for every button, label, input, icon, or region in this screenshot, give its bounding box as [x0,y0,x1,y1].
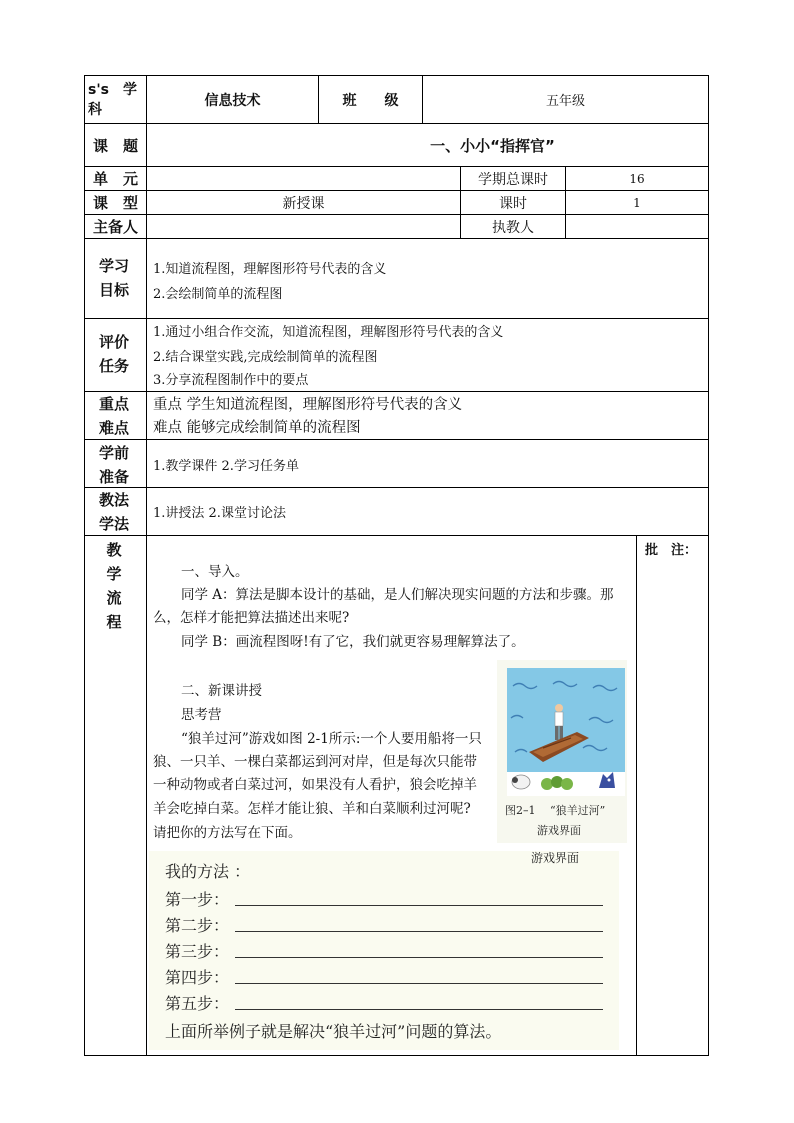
step-answer-line[interactable] [235,931,603,932]
preparer-value [147,215,460,238]
step-label: 第三步： [165,942,230,961]
methods-label: 教法 学法 [99,491,130,533]
figure-caption-line2: 游戏界面 [537,824,581,837]
story-line: “狼羊过河”游戏如图 2-1所示:一个人要用船将一只 [181,731,482,747]
objective-item: 1.知道流程图，理解图形符号代表的含义 [153,262,387,277]
topic-label: 课 题 [92,136,138,155]
objective-item: 2.会绘制简单的流程图 [153,287,283,302]
evaluation-label: 评价 任务 [99,333,130,375]
story-line: 羊会吃掉白菜。怎样才能让狼、羊和白菜顺利过河呢? [153,801,471,817]
story-line: 请把你的方法写在下面。 [153,825,302,841]
unit-label: 单 元 [92,170,138,188]
hours-label: 课时 [499,195,527,212]
evaluation-item: 3.分享流程图制作中的要点 [153,373,309,388]
evaluation-item: 2.结合课堂实践,完成绘制简单的流程图 [153,350,378,365]
hours-value: 1 [633,195,641,210]
step-answer-line[interactable] [235,983,603,984]
student-a-line2: 么，怎样才能把算法描述出来呢? [153,610,350,626]
step-answer-line[interactable] [235,905,603,906]
step-label: 第四步： [165,968,230,987]
teacher-value [566,215,708,238]
preparer-label: 主备人 [92,218,138,236]
unit-value [147,167,460,190]
method-title: 我的方法 ： [165,862,251,881]
evaluation-item: 1.通过小组合作交流，知道流程图，理解图形符号代表的含义 [153,325,504,340]
total-hours-label: 学期总课时 [478,171,548,188]
game-figure [497,660,627,843]
process-label: 教 学 流 程 [106,541,122,631]
lesson-type-value: 新授课 [282,195,325,212]
total-hours-value: 16 [629,171,645,186]
story-line: 狼、一只羊、一棵白菜都运到河对岸，但是每次只能带 [153,754,477,770]
step-answer-line[interactable] [235,957,603,958]
key-points-label: 重点 难点 [99,395,130,437]
student-b: 同学 B：画流程图呀!有了它，我们就更容易理解算法了。 [181,634,525,650]
key-point-item: 重点 学生知道流程图，理解图形符号代表的含义 [153,397,463,413]
preparation-value: 1.教学课件 2.学习任务单 [153,459,299,474]
step-label: 第一步： [165,890,230,909]
method-worksheet [149,851,619,1050]
figure-caption-line1: 图2–1 “狼羊过河” [505,804,606,817]
methods-value: 1.讲授法 2.课堂讨论法 [153,506,286,521]
wolf-sheep-river-illustration [507,668,625,796]
notes-label: 批 注： [645,543,698,558]
class-value: 五年级 [545,94,585,109]
story-line: 一种动物或者白菜过河，如果没有人看护，狼会吃掉羊 [153,777,477,793]
class-label: 班 级 [342,92,399,109]
teacher-label: 执教人 [492,219,534,236]
subject-value: 信息技术 [204,92,261,109]
student-a-line1: 同学 A：算法是脚本设计的基础，是人们解决现实问题的方法和步骤。那 [181,587,614,603]
new-lesson-heading: 二、新课讲授 [181,683,262,699]
intro-heading: 一、导入。 [181,564,249,580]
method-conclusion: 上面所举例子就是解决“狼羊过河”问题的算法。 [165,1022,502,1041]
preparation-label: 学前 准备 [99,444,130,486]
step-answer-line[interactable] [235,1009,603,1010]
objectives-label: 学习 目标 [99,257,130,299]
figure-caption-repeat: 游戏界面 [531,851,580,865]
lesson-type-label: 课 型 [92,194,138,212]
topic-value: 一、小小“指挥官” [430,136,555,155]
subject-label: s's 学 科 [88,82,137,118]
think-camp: 思考营 [181,707,222,723]
key-point-item: 难点 能够完成绘制简单的流程图 [153,420,361,436]
step-label: 第二步： [165,916,230,935]
step-label: 第五步： [165,994,230,1013]
